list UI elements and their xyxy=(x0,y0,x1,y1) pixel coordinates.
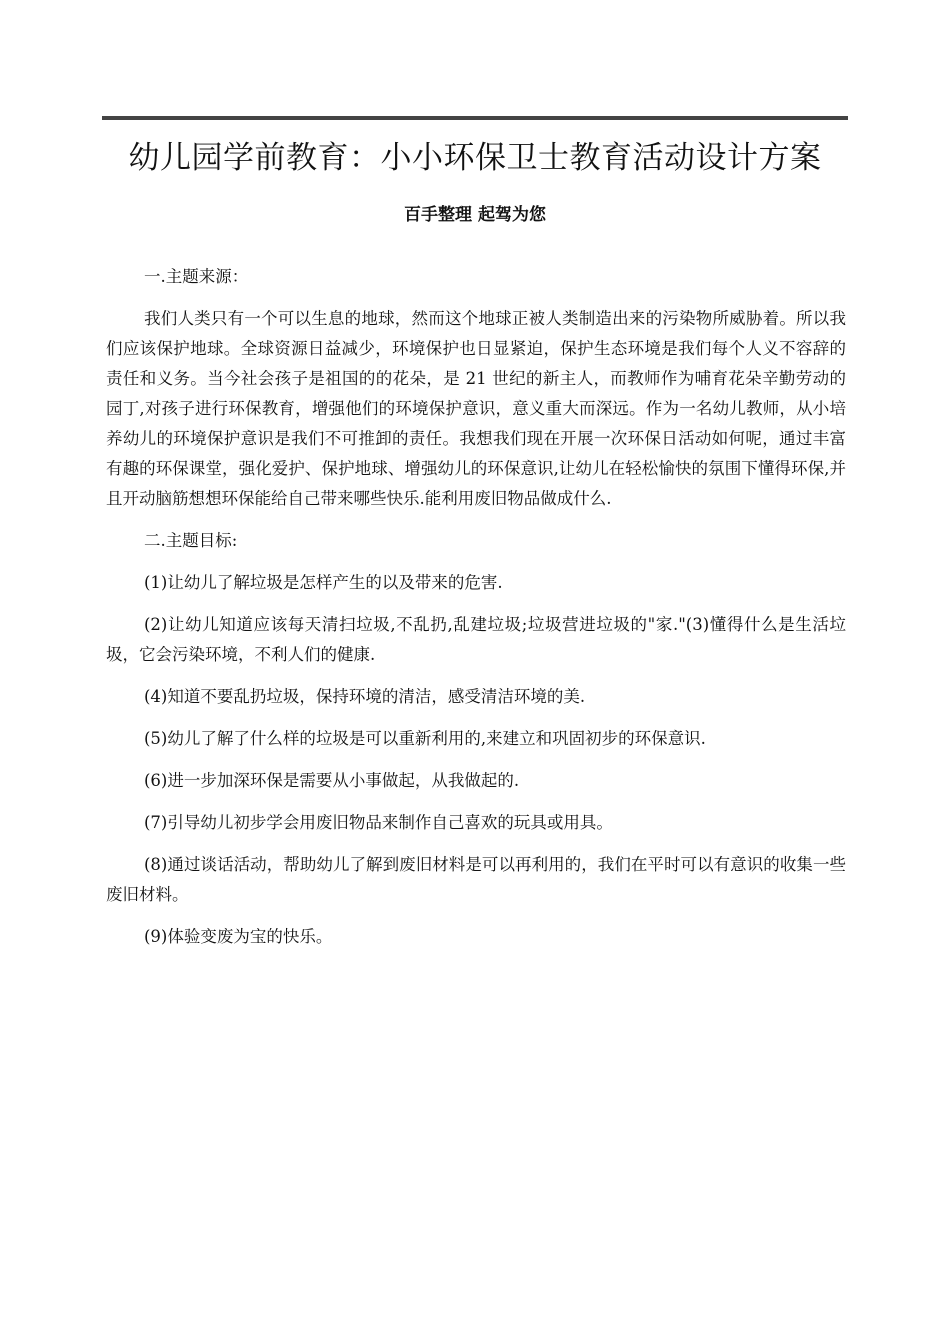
section-paragraph-source: 我们人类只有一个可以生息的地球，然而这个地球正被人类制造出来的污染物所威胁着。所以我们应该保护地球。全球资源日益减少，环境保护也日显紧迫，保护生态环境是我们每个人义不容辞的责任和义务。当今社会孩子是祖国的的花朵，是 21 世纪的新主人，而教师作为哺育花朵辛勤劳动的园丁,对孩子进行环保教育，增强他们的环境保护意识，意义重大而深远。作为一名幼儿教师，从小培养幼儿的环境保护意识是我们不可推卸的责任。我想我们现在开展一次环保日活动如何呢，通过丰富有趣的环保课堂，强化爱护、保护地球、增强幼儿的环保意识,让幼儿在轻松愉快的氛围下懂得环保,并且开动脑筋想想环保能给自己带来哪些快乐.能利用废旧物品做成什么. xyxy=(106,309,846,508)
document-body xyxy=(106,262,846,964)
goal-item: (4)知道不要乱扔垃圾，保持环境的清洁，感受清洁环境的美. xyxy=(144,687,586,706)
goal-item: (8)通过谈话活动，帮助幼儿了解到废旧材料是可以再利用的，我们在平时可以有意识的收集一些废旧材料。 xyxy=(106,855,846,904)
goal-item: (1)让幼儿了解垃圾是怎样产生的以及带来的危害. xyxy=(144,573,503,592)
goal-item: (9)体验变废为宝的快乐。 xyxy=(144,927,333,946)
goal-item: (6)进一步加深环保是需要从小事做起，从我做起的. xyxy=(144,771,520,790)
document-subtitle: 百手整理 起驾为您 xyxy=(404,205,546,225)
section-heading-source: 一.主题来源： xyxy=(144,267,249,286)
document-title: 幼儿园学前教育：小小环保卫士教育活动设计方案 xyxy=(128,140,822,176)
goal-item: (7)引导幼儿初步学会用废旧物品来制作自己喜欢的玩具或用具。 xyxy=(144,813,613,832)
goal-item: (2)让幼儿知道应该每天清扫垃圾,不乱扔,乱建垃圾;垃圾营进垃圾的"家."(3)懂得什么是生活垃圾，它会污染环境，不利人们的健康. xyxy=(106,615,846,664)
goal-list xyxy=(106,568,846,952)
section-heading-goals: 二.主题目标: xyxy=(144,531,238,550)
goal-item: (5)幼儿了解了什么样的垃圾是可以重新利用的,来建立和巩固初步的环保意识. xyxy=(144,729,706,748)
header-rule xyxy=(102,116,848,120)
